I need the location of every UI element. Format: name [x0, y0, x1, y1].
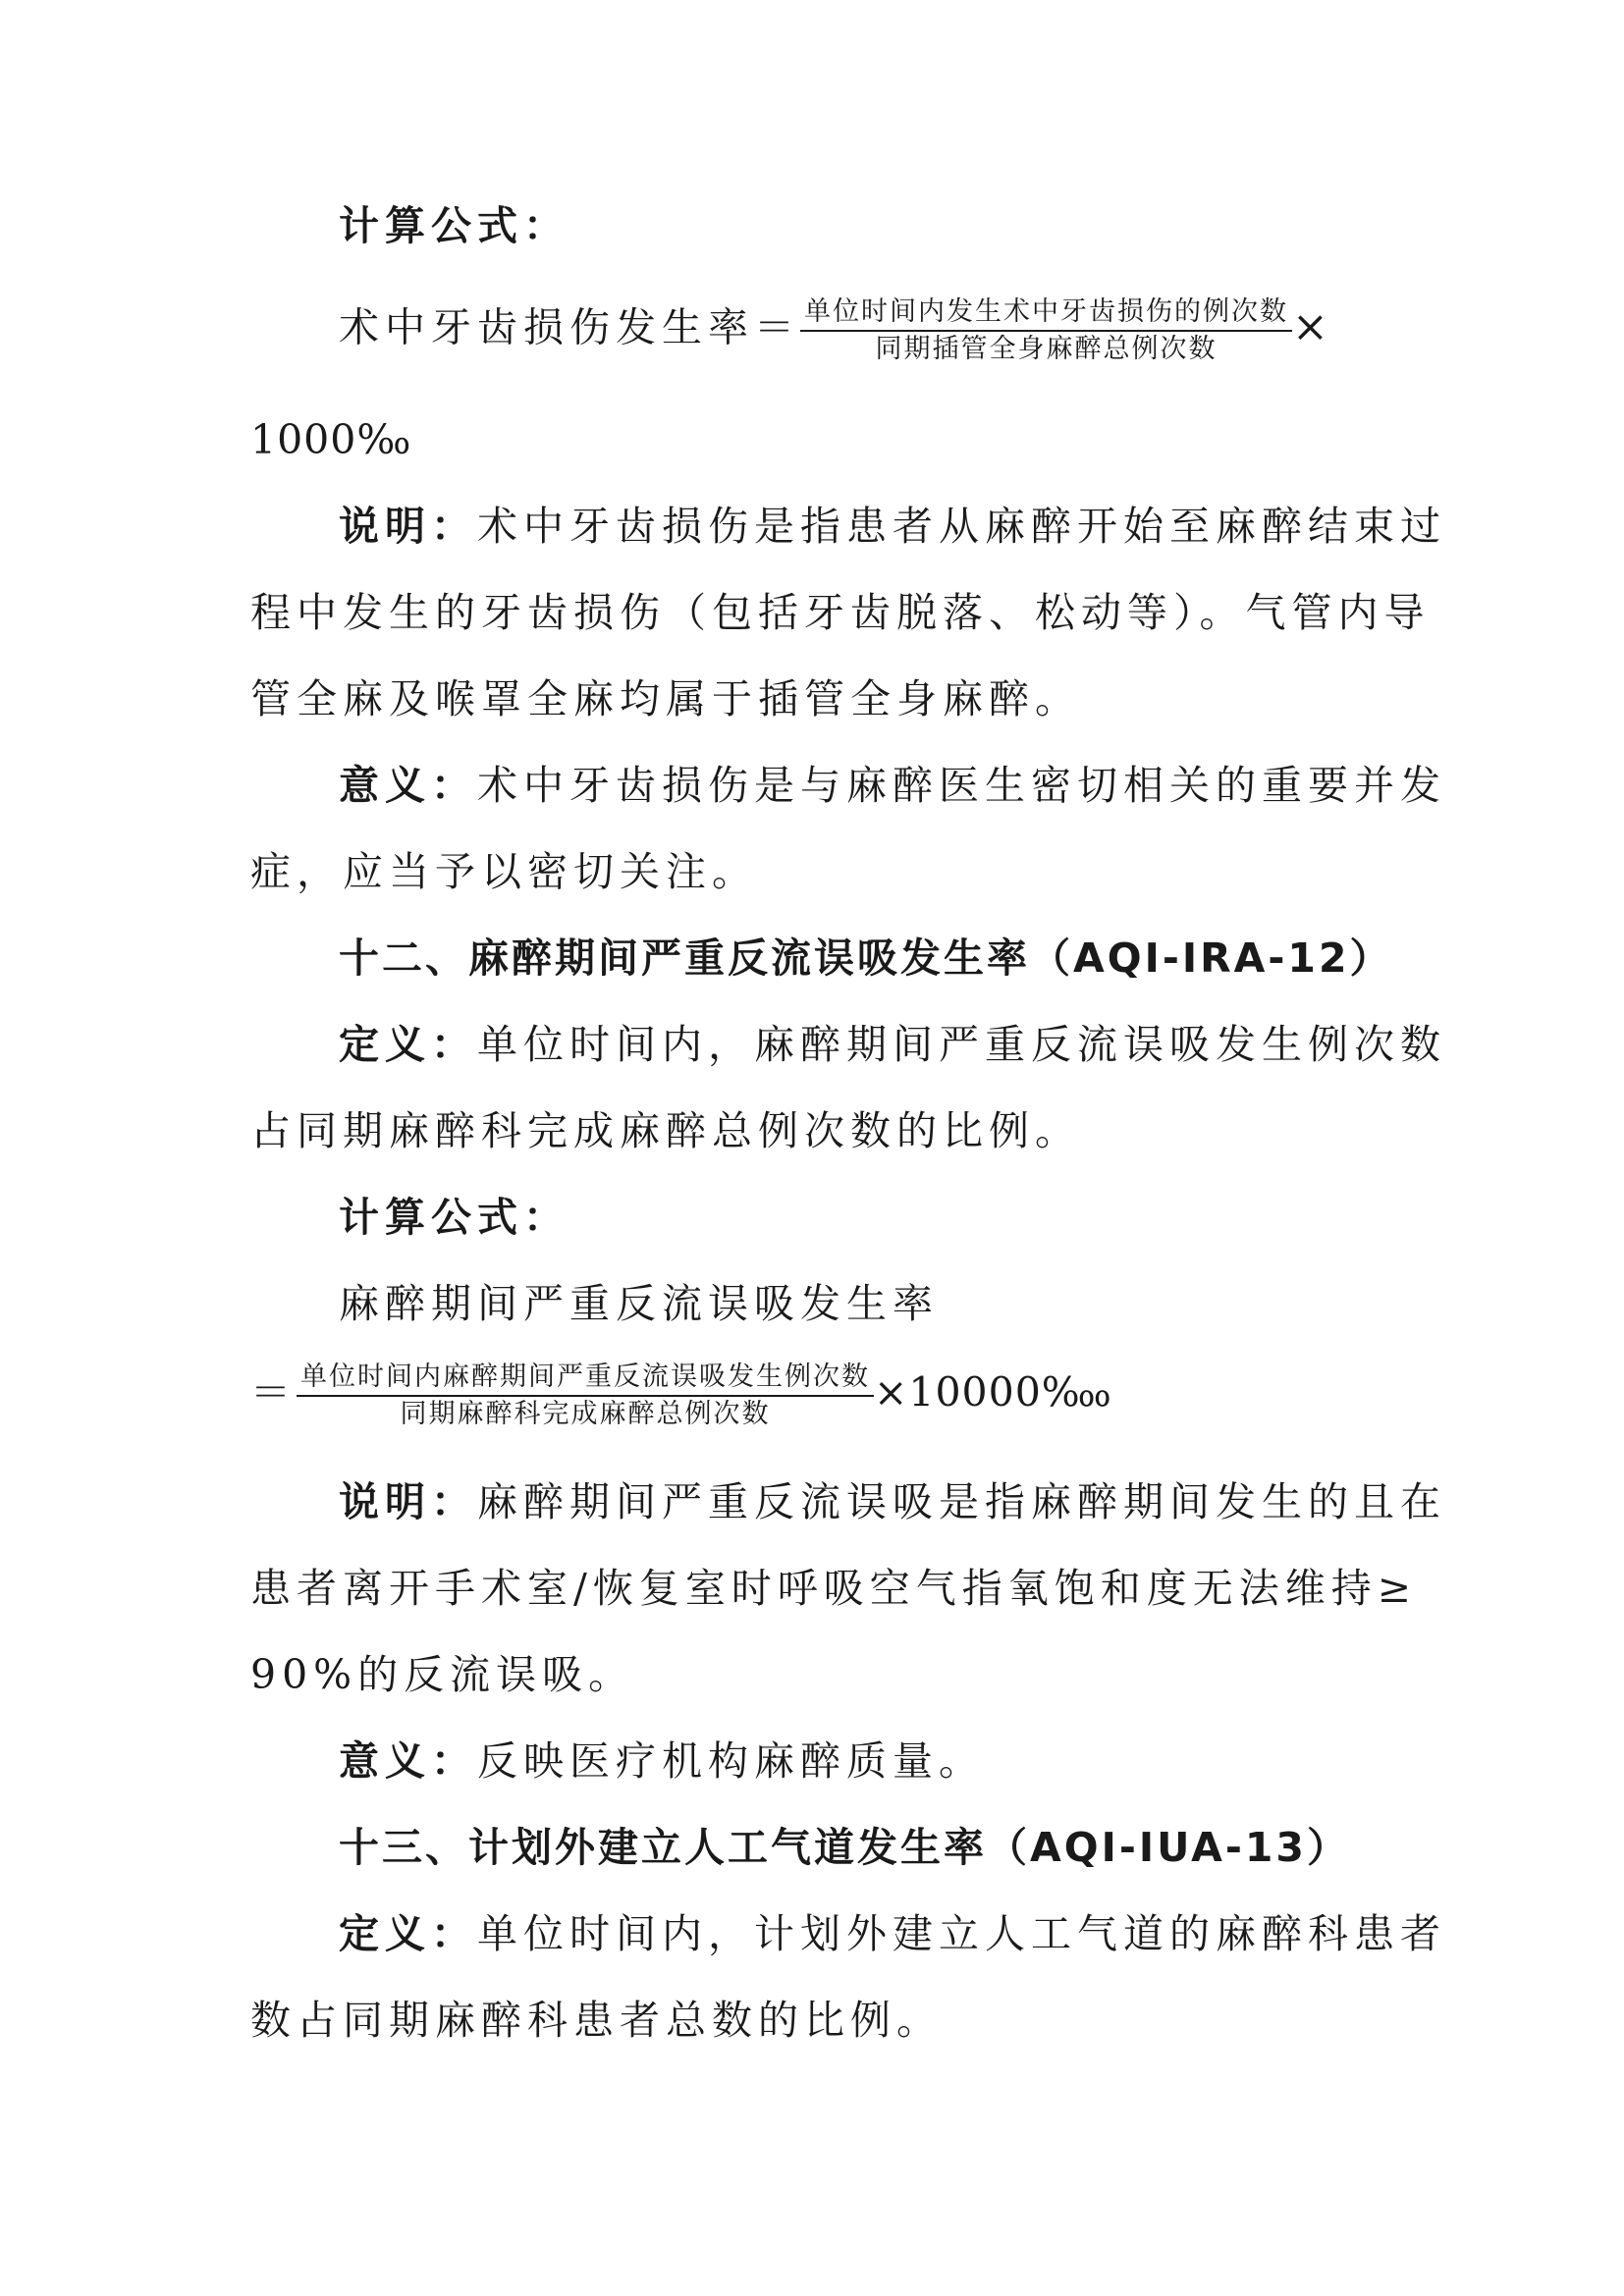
note-paragraph-line: 管全麻及喉罩全麻均属于插管全身麻醉。: [250, 675, 1081, 722]
definition-paragraph-line: 数占同期麻醉科患者总数的比例。: [250, 1997, 943, 2044]
significance-paragraph-line: [339, 756, 1446, 815]
formula-label: 计算公式：: [339, 1194, 569, 1241]
formula-fraction: [800, 294, 1292, 367]
note-paragraph-line: 程中发生的牙齿损伤（包括牙齿脱落、松动等）。气管内导: [250, 589, 1431, 636]
formula-fraction: [297, 1360, 874, 1432]
significance-paragraph-line: 症，应当予以密切关注。: [250, 848, 758, 895]
formula-times: ×: [1292, 301, 1334, 352]
significance-text: 反映医疗机构麻醉质量。: [477, 1737, 985, 1785]
definition-paragraph-line: 占同期麻醉科完成麻醉总例次数的比例。: [250, 1107, 1081, 1154]
formula-tail: ×10000‱: [874, 1368, 1112, 1416]
formula-lhs: 术中牙齿损伤发生率＝: [339, 303, 800, 351]
note-text: 麻醉期间严重反流误吸是指麻醉期间发生的且在: [477, 1478, 1446, 1525]
formula-numerator: 单位时间内麻醉期间严重反流误吸发生例次数: [297, 1360, 874, 1397]
formula-label: 计算公式：: [339, 202, 569, 249]
formula-denominator: 同期插管全身麻醉总例次数: [875, 334, 1218, 364]
note-text: 术中牙齿损伤是指患者从麻醉开始至麻醉结束过: [477, 503, 1446, 550]
significance-label: 意义：: [339, 762, 477, 809]
note-paragraph-line: [339, 497, 1446, 556]
definition-text: 单位时间内，麻醉期间严重反流误吸发生例次数: [477, 1021, 1446, 1068]
definition-paragraph-line: [339, 1015, 1446, 1074]
significance-text: 术中牙齿损伤是与麻醉医生密切相关的重要并发: [477, 762, 1446, 809]
note-paragraph-line: [339, 1472, 1446, 1531]
note-paragraph-line: 患者离开手术室/恢复室时呼吸空气指氧饱和度无法维持≥: [250, 1565, 1418, 1612]
definition-label: 定义：: [339, 1910, 477, 1957]
definition-paragraph-line: [339, 1904, 1446, 1963]
section-heading-13: 十三、计划外建立人工气道发生率（AQI-IUA-13）: [339, 1824, 1350, 1871]
formula-factor: 1000‰: [250, 416, 412, 463]
significance-label: 意义：: [339, 1737, 477, 1785]
definition-text: 单位时间内，计划外建立人工气道的麻醉科患者: [477, 1910, 1446, 1957]
formula-numerator: 单位时间内发生术中牙齿损伤的例次数: [800, 294, 1292, 332]
section-heading-12: 十二、麻醉期间严重反流误吸发生率（AQI-IRA-12）: [339, 934, 1393, 982]
formula-dental-injury: [339, 294, 1334, 367]
formula-denominator: 同期麻醉科完成麻醉总例次数: [400, 1399, 771, 1429]
note-label: 说明：: [339, 503, 477, 550]
formula-equals: ＝: [250, 1368, 297, 1416]
definition-label: 定义：: [339, 1021, 477, 1068]
note-paragraph-line: 90%的反流误吸。: [250, 1651, 635, 1698]
formula-lhs: 麻醉期间严重反流误吸发生率: [339, 1280, 939, 1327]
formula-aspiration: [250, 1360, 1112, 1432]
note-label: 说明：: [339, 1478, 477, 1525]
significance-paragraph-line: [339, 1732, 985, 1790]
